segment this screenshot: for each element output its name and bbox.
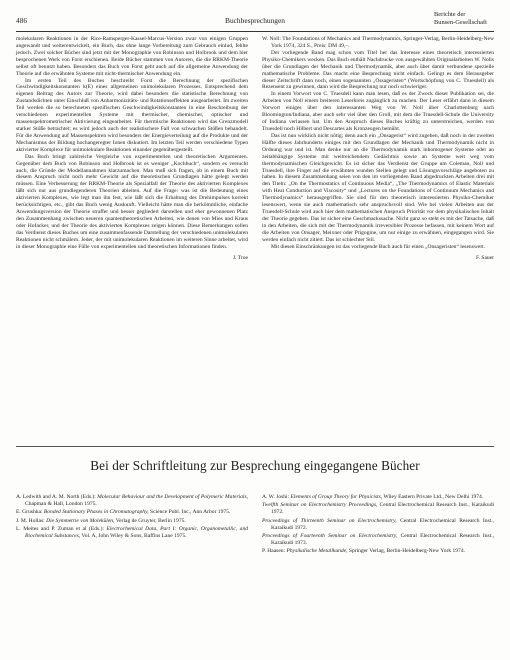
book-entry — [16, 494, 248, 508]
book-title: Proceedings of Thirteenth Seminar on Electrochemistry, — [262, 517, 397, 524]
book-publisher: Science Publ. Inc., Ann Arbor 1975. — [150, 509, 231, 516]
page-header — [16, 11, 494, 32]
book-authors: L. Meites and P. Zuman et al (Eds.): — [16, 525, 104, 532]
review-paragraph: molekularen Reaktionen in der Rice-Ramsperger-Kassel-Marcus-Version zwar von einigen Gruppen angewandt und weiterentwickelt, ein Buch, das ohne lange Vorbereitung zum Gebrauch einlud, fehlte jedoch. Zwei solcher Bücher sind jetzt mit der Monographie von Robinson und Holbrook und dem hier besprochenen Werk von Forst erschienen. Beide Bücher stammen von Autoren, die die RRKM-Theorie selbst oft benutzt haben. Besonders das Buch von Forst geht auch auf die allgemeine Anwendung der Theorie auf die erwähnten Systeme mit nicht-thermischer Anwendung ein. — [16, 36, 248, 77]
book-authors: J. M. Hollas: — [16, 517, 45, 524]
book-authors: A. W. Joshi: — [262, 494, 290, 500]
book-title: Electrochemical Data, Part I: Organic, Organometallic, and Biochemical Substances, — [25, 525, 249, 539]
review-troe — [16, 36, 248, 262]
section-title: Bei der Schriftleitung zur Besprechung eingegangene Bücher — [90, 458, 420, 473]
book-entry — [262, 533, 494, 547]
book-entry — [262, 494, 494, 501]
journal-name — [434, 11, 494, 26]
received-books-right — [262, 494, 494, 557]
review-paragraph: Der vorliegende Band mag schon vom Titel her das Interesse eines theoretisch interessierten Physiko-Chemikers wecken. Das Buch enthält Nachdrucke von ausgewählten Originalarbeiten W. Nolls über die Grundlagen der Mechanik und Thermodynamik, aber auch über damit verbundene spezielle mathematische Probleme. Das macht eine Besprechung nicht einfach. Gelingt es dem Herausgeber dieser Zeitschrift dann noch, einen sogenannten „Ossageristen“ (Wortschöpfung von C. Truesdell) als Rezensent zu gewinnen, dann wird die Besprechung nur noch schwieriger. — [262, 49, 494, 91]
book-title: Proceedings of Fourteenth Seminar on Electrochemistry, — [262, 532, 398, 539]
journal-name-line: Bunsen-Gesellschaft — [434, 18, 487, 26]
book-publisher: Chapman & Hall, London 1975. — [25, 500, 97, 507]
section-divider — [16, 446, 494, 447]
book-entry — [16, 509, 248, 516]
book-publisher: Central Electrochemical Research Inst., Karaikudi 1972. — [271, 502, 495, 516]
page-number: 486 — [16, 16, 28, 25]
book-publisher: Springer Verlag, Berlin-Heidelberg-New York 1974. — [348, 548, 465, 555]
book-publisher: Vol. A, John Wiley & Sons, Baffins Lane 1975. — [81, 532, 187, 539]
book-authors: E. Grushka: — [16, 509, 43, 516]
book-publisher: Central Electrochemical Research Inst., Karaikudi 1972. — [271, 517, 494, 531]
book-title: Molecular Behaviour and the Development of Polymeric Materials, — [97, 494, 249, 500]
review-paragraph: In einem Vorwort von C. Truesdell kann man lesen, daß es der Zweck dieser Publikation sei, die Arbeiten von Noll einem breiteren Leserkreis zugänglich zu machen. Der Leser erfährt dann in diesem Vorwort einiges über den interessanten Weg von W. Noll über Charlottenburg nach Bloomington/Indiana, aber auch sehr viel über den Groll, mit dem die Truesdell-Schule die University of Indiana verlassen hat. Um den Anspruch dieses Buches kräftig zu unterstreichen, werden von Truesdell noch Hilbert und Descartes als Kronzeugen bemüht. — [262, 91, 494, 132]
book-entry — [262, 518, 494, 532]
received-books-left — [16, 494, 248, 541]
review-paragraph: Das ist nun wirklich nicht nötig; denn auch ein „Onsagerist“ wird zugeben, daß noch in der zweiten Hälfte dieses Jahrhunderts einiges mit den Grundlagen der Mechanik und Thermodynamik nicht in Ordnung war und ist. Man denke nur an die Thermodynamik stark inhomogener Systeme oder an zeitabhängige Systeme mit weitreichendem Gedächtnis sowie an Systeme weit weg vom thermodynamischen Gleichgewicht. Es ist sicher das Verdienst der Gruppe um Coleman, Noll und Truesdell, ihre Finger auf die erwähnten wunden Stellen gelegt und Lösungsvorschläge angeboten zu haben. In diesem Zusammenhang seien von den im vorliegenden Band abgedruckten Arbeiten drei mit den Titeln: „On the Thermostatics of Continuous Media“, „The Thermodynamics of Elastic Materials with Heat Conduction and Viscosity“ und „Lectures on the Foundations of Continuum Mechanics and Thermodynamics“ herausgegriffen. Sie sind für den theoretisch interessierten Physiko-Chemiker lesenswert, wenn sie auch mathematisch sehr anspruchsvoll sind. Wie bei vielen Arbeiten aus der Truesdell-Schule wird auch hier dem mathematischen Anspruch Priorität vor dem physikalischen Inhalt der Theorie gegeben. Das ist sicher eine Geschmackssache. Nicht ganz so steht es mit der Tatsache, daß in den Arbeiten, die sich mit der Thermodynamik irreversibler Prozesse befassen, mit keinem Wort auf die Arbeiten von Onsager, Meixner oder Prigogine, um nur einige zu erwähnen, eingegangen wird. Sie werden einfach nicht zitiert. Das ist schlechter Stil. — [262, 132, 494, 243]
reviewed-book-reference: W. Noll: The Foundations of Mechanics and Thermodynamics, Springer-Verlag, Berlin-Heidelberg-New York 1974, 324 S., Preis: DM 49,–. — [262, 36, 494, 49]
book-entry — [262, 502, 494, 516]
running-title: Buchbesprechungen — [225, 16, 285, 25]
review-noll — [262, 36, 494, 262]
book-title: Die Symmetrie von Molekülen, — [46, 517, 115, 524]
reviewer-signature: F. Sauer — [475, 254, 494, 261]
journal-name-line: Berichte der — [434, 11, 466, 18]
book-title: Elements of Group Theory for Physicists, — [290, 494, 383, 500]
review-paragraph: Im ersten Teil des Buches beschreibt Forst die Berechnung der spezifischen Geschwindigkeitskonstanten k(E) eines allgemeinen unimolekularen Prozesses. Entsprechend dem eigenen Beitrag des Autors zur Theorie, wird dabei besonders die statistische Berechnung von Zustandsdichten unter Einschluß von Anharmonizitäts- und Rotationseffekten ausgearbeitet. Im zweiten Teil werden die so berechneten spezifischen Geschwindigkeitskonstanten in eine Beschreibung der verschiedenen experimentellen Systeme mit thermischer, chemischer, optischer und massenspektrometrischer Aktivierung eingearbeitet. Für thermische Reaktionen wird das Grenzmodell starker Stöße betrachtet; es wird jedoch auch der realistischere Fall von schwachen Stößen behandelt. Für die Anwendung auf Massenspektren wird besonders der Energieverteilung auf die Produkte und der Mechanismus der Bildung hochangeregter Ionen diskutiert. Im letzten Teil werden verschiedene Typen aktivierter Komplexe für unimolekulare Reaktionen einander gegenübergestellt. — [16, 77, 248, 153]
book-title: Twelfth Seminar on Electrochemistry Proceedings, — [262, 502, 378, 509]
book-entry — [16, 526, 248, 540]
reviewer-signature: J. Troe — [232, 254, 248, 261]
book-title: Physikalische Metallkunde, — [286, 548, 348, 555]
book-title: Bonded Stationary Phases in Chromatography, — [43, 509, 149, 516]
book-entry — [262, 548, 494, 555]
book-entry — [16, 518, 248, 525]
review-paragraph: Mit diesen Einschränkungen ist das vorliegende Buch auch für einen „Onsageristen“ lesenswert. — [271, 243, 486, 250]
book-authors: A. Ledwith and A. M. North (Eds.): — [16, 494, 96, 500]
book-publisher: Verlag de Gruyter, Berlin 1975. — [115, 517, 186, 524]
book-authors: P. Haasen: — [262, 548, 286, 555]
book-publisher: Central Electrochemical Research Inst., Karaikudi 1973. — [271, 532, 494, 546]
book-publisher: Wiley Eastern Private Ltd., New Delhi 1974. — [383, 494, 484, 500]
review-paragraph: Das Buch bringt zahlreiche Vergleiche von experimentellen und theoretischen Argumenten. Gegenüber dem Buch von Robinson und Holbrook ist es weniger „Kochbuch“, sondern es versucht auch, die Gründe der Modellannahmen klarzumachen. Man muß sich fragen, ob in einem Buch mit diesem Anspruch nicht noch mehr Gewicht auf die theoretischen Grundlagen hätte gelegt werden müssen. Eine Verbesserung der RRKM-Theorie als Spezialfall der Theorie des aktivierten Komplexes läßt sich nur aus grundlegenderen Theorien ableiten. Auf die Frage: was ist die Bedeutung eines aktivierten Komplexes, wie legt man ihn fest, wie läßt sich die Erhaltung des Drehimpulses korrekt berücksichtigen, etc., gibt das Buch wenig Auskunft. Vielleicht hätte man die herkömmliche, einfache Anwendungsversion der Theorie straffer und besser gegliedert darstellen und eher gewonnenen Platz den Zusammenhang zwischen neueren quantentheoretischen Arbeiten, wie denen von Mies und Kraus oder Hofacker, und der Theorie des aktivierten Komplexes zeigen können. Diese Bemerkungen sollen das Verdienst dieses Buches um eine zusammenfassende Darstellung der verschiedenen unimolekularen Reaktionen nicht schmälern. Jeder, der mit unimolekularen Reaktionen im weiteren Sinne arbeitet, wird in dieser Monographie eine Fülle von experimentellen und theoretischen Informationen finden. — [16, 153, 248, 250]
